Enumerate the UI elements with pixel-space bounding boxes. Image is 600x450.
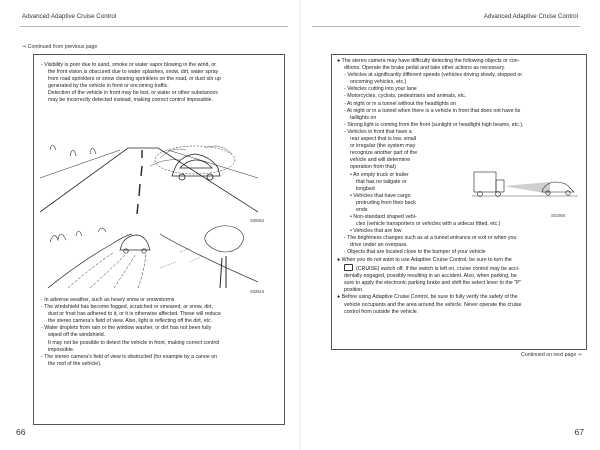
right-list-b [337, 129, 467, 221]
right-list-c [337, 221, 581, 256]
list-item-line: - Vehicles at significantly different speeds (vehicles driving slowly, stopped or [344, 72, 523, 79]
figure-dust-road [40, 138, 258, 216]
text-line: ● The stereo camera may have difficulty detecting the following objects or con- [337, 58, 520, 64]
text-line: dentally engaged, possibly resulting in an accident. Also, when parking, be [344, 273, 517, 280]
sub-item-line: • An empty truck or trailer [350, 171, 409, 178]
list-item-line: - Objects that are located close to the bumper of your vehicle [344, 249, 486, 256]
right-notes [337, 257, 581, 316]
text-line: sure to apply the electronic parking brake and shift the select lever to the “P” [344, 280, 522, 287]
figure-code-3: S01956 [551, 213, 566, 218]
continued-on-next-page: Continued on next page ⇒ [521, 352, 582, 358]
sub-item-line: • Non-standard shaped vehi- [350, 214, 417, 221]
text-line: generated by the vehicle in front or oncoming traffic. [48, 83, 169, 90]
text-line [337, 264, 581, 273]
list-item-line: taillights on [350, 114, 377, 121]
text-line: the roof of the vehicle). [48, 360, 102, 367]
text-line: - Visibility is poor due to sand, smoke or water vapor blowing in the wind, or [41, 62, 216, 68]
text-line: It may not be possible to detect the vehicle in front, making correct control [48, 339, 220, 346]
sub-item-line: protruding from their back [356, 199, 416, 206]
continued-from-previous: ⇒ Continued from previous page [22, 44, 98, 50]
list-item-line: drive under an overpass. [350, 242, 408, 249]
figure-code-1: S00952 [250, 218, 265, 223]
page-gutter [299, 0, 301, 450]
figure-truck-detection [470, 168, 580, 204]
text-line: the front vision is obscured due to water splashes, snow, dirt, water spray [48, 69, 219, 76]
sub-item-line: • Vehicles that are low [350, 228, 402, 235]
cruise-switch-icon [344, 264, 353, 271]
text-line: dust or frost has adhered to it, or it is otherwise affected. These will reduce [48, 311, 221, 318]
list-item-line: - Motorcycles, cyclists, pedestrians and animals, etc. [344, 93, 467, 100]
list-item-line: or irregular (the system may [350, 143, 416, 150]
text-line: (CRUISE) switch off. If the switch is left on, cruise control may be acci- [356, 266, 520, 273]
sub-item-line: longbed [356, 185, 375, 192]
figure-code-2: S02816 [250, 289, 265, 294]
right-header-title: Advanced Adaptive Cruise Control [483, 13, 578, 20]
page-number-left: 66 [16, 427, 26, 437]
list-item-line: - Strong light is coming from the front (sunlight or headlight high beams, etc.). [344, 121, 524, 128]
list-item-line: operation from that) [350, 164, 396, 171]
text-line: the stereo camera’s field of view. Also, light is reflecting off the dirt, etc. [48, 318, 213, 325]
text-line: - The windshield has become fogged, scratched or smeared, or snow, dirt, [41, 304, 214, 311]
text-line: may be incorrectly detected instead, making correct control impossible. [48, 97, 213, 104]
right-intro [337, 58, 581, 129]
text-line: - Water droplets from rain or the window washer, or dirt has not been fully [41, 325, 212, 332]
list-item-line: - The brightness changes such as at a tunnel entrance or exit or when you [344, 235, 517, 242]
text-line: - The stereo camera’s field of view is obstructed (for example by a canoe on [41, 353, 218, 360]
text-line: ● When you do not want to use Adaptive Cruise Control, be sure to turn the [337, 257, 512, 263]
text-line: vehicle occupants and the area around the vehicle. Never operate the cruise [344, 301, 522, 308]
text-line: from road sprinklers or snow clearing sprinklers on the road, or dust stir up [48, 76, 221, 83]
left-header-title: Advanced Adaptive Cruise Control [22, 13, 117, 20]
list-item-line: recognize another part of the [350, 150, 418, 157]
list-item-line: - At night or in a tunnel when there is a vehicle in front that does not have its [344, 107, 521, 114]
right-header-rule [312, 26, 580, 27]
sub-item-line: ends [356, 207, 368, 214]
page-number-right: 67 [574, 427, 584, 437]
text-line: Detection of the vehicle in front may be lost, or water or other substances [48, 90, 218, 97]
left-bullets-weather [41, 297, 279, 368]
text-line: ● Before using Adaptive Cruise Control, be sure to fully verify the safety of the [337, 294, 518, 301]
list-item-line: vehicle and will determine [350, 157, 411, 164]
list-item-line: oncoming vehicles, etc.) [350, 79, 407, 86]
list-item-line: - Vehicles cutting into your lane [344, 86, 417, 93]
left-header-rule [20, 26, 288, 27]
left-bullet-visibility [41, 62, 279, 105]
text-line: - In adverse weather, such as heavy snow or snowstorms [41, 297, 175, 303]
sub-item-line: • Vehicles that have cargo [350, 192, 411, 199]
text-line: control from outside the vehicle. [344, 308, 419, 315]
text-line: position. [344, 287, 364, 294]
text-line: wiped off the windshield. [48, 332, 106, 339]
text-line: impossible. [48, 346, 75, 353]
figure-snow-road [40, 222, 258, 288]
list-item-line: rear aspect that is low, small [350, 136, 416, 143]
text-line: ditions. Operate the brake pedal and take other actions as necessary. [344, 65, 506, 72]
list-item-line: - Vehicles in front that have a [344, 129, 412, 135]
sub-item-line: that has no tailgate or [356, 178, 407, 185]
list-item-line: - At night or in a tunnel without the headlights on [344, 100, 457, 107]
sub-item-line: cles (vehicle transporters or vehicles with a sidecar fitted, etc.) [356, 221, 501, 227]
